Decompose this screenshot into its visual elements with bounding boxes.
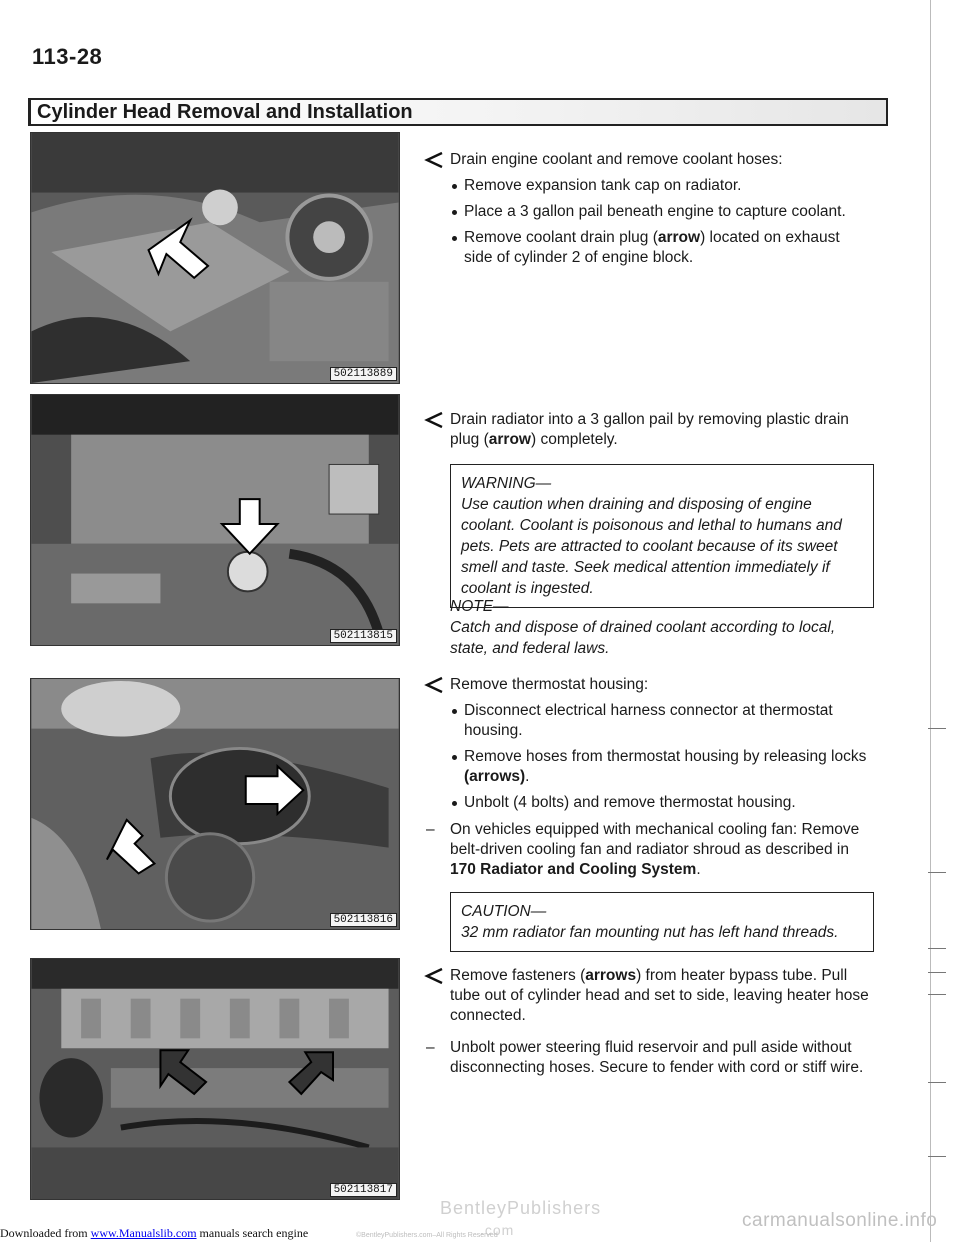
margin-tick xyxy=(928,994,946,995)
caution-box xyxy=(450,892,874,952)
caution-title: CAUTION— xyxy=(461,903,547,920)
photo-drain-plug xyxy=(30,132,400,384)
pointer-left-icon xyxy=(424,676,444,694)
photo-thermostat xyxy=(30,678,400,930)
margin-tick xyxy=(928,948,946,949)
step-cooling-fan: – On vehicles equipped with mechanical cooling fan: Remove belt-driven cooling fan and radiator shroud as described in 170 Radiator and Cooling System. xyxy=(424,820,870,880)
warning-title: WARNING— xyxy=(461,475,552,492)
photo-code: 502113816 xyxy=(330,913,397,927)
pointer-left-icon xyxy=(424,411,444,429)
photo-code: 502113815 xyxy=(330,629,397,643)
step-text-a: Drain radiator into a 3 gallon pail by removing plastic drain plug ( xyxy=(450,411,849,448)
section-header xyxy=(28,98,888,126)
note-text: Catch and dispose of drained coolant according to local, state, and federal laws. xyxy=(450,619,836,657)
margin-tick xyxy=(928,872,946,873)
warning-text: Use caution when draining and disposing of engine coolant. Coolant is poisonous and lethal to humans and pets. Pets are attracted to coolant because of its sweet smell and taste. Seek medical attention immediately if coolant is ingested. xyxy=(461,496,842,597)
carmanuals-watermark: carmanualsonline.info xyxy=(742,1210,938,1231)
bullet-harness: Disconnect electrical harness connector at thermostat housing. xyxy=(450,701,870,741)
bullet-hoses: Remove hoses from thermostat housing by releasing locks (arrows). xyxy=(450,747,870,787)
photo-code: 502113889 xyxy=(330,367,397,381)
step-text-b: ) completely. xyxy=(531,431,618,448)
note-block xyxy=(450,596,874,659)
engine-photo-3 xyxy=(31,679,399,929)
bullet-unbolt: Unbolt (4 bolts) and remove thermostat housing. xyxy=(450,793,870,813)
page-number: 113-28 xyxy=(32,44,103,69)
download-footer: Downloaded from www.Manualslib.com manuals search engine xyxy=(0,1226,309,1240)
margin-tick xyxy=(928,972,946,973)
note-title: NOTE— xyxy=(450,598,509,615)
bullet-expansion-cap: Remove expansion tank cap on radiator. xyxy=(450,176,870,196)
photo-radiator xyxy=(30,394,400,646)
bullet-pail: Place a 3 gallon pail beneath engine to capture coolant. xyxy=(450,202,870,222)
caution-text: 32 mm radiator fan mounting nut has left hand threads. xyxy=(461,924,839,941)
bullet-drain-plug: Remove coolant drain plug (arrow) located on exhaust side of cylinder 2 of engine block. xyxy=(450,228,870,268)
margin-rule xyxy=(930,0,931,1242)
engine-photo-4 xyxy=(31,959,399,1199)
step-power-steering: – Unbolt power steering fluid reservoir and pull aside without disconnecting hoses. Secure to fender with cord or stiff wire. xyxy=(424,1038,870,1078)
margin-tick xyxy=(928,1156,946,1157)
margin-tick xyxy=(928,1082,946,1083)
step-text-bold: arrow xyxy=(488,431,531,448)
photo-bypass-tube xyxy=(30,958,400,1200)
step-drain-radiator xyxy=(424,410,870,450)
step-lead: Drain engine coolant and remove coolant hoses: xyxy=(450,151,783,168)
step-drain-coolant xyxy=(424,150,870,274)
watermark-copyright: ©BentleyPublishers.com–All Rights Reserved xyxy=(356,1232,498,1239)
pointer-left-icon xyxy=(424,967,444,985)
pointer-left-icon xyxy=(424,151,444,169)
manualslib-link[interactable]: www.Manualslib.com xyxy=(90,1226,197,1240)
engine-photo-1 xyxy=(31,133,399,383)
bentley-watermark: BentleyPublishers .com xyxy=(440,1198,602,1238)
engine-photo-2 xyxy=(31,395,399,645)
step-bypass-tube: Remove fasteners (arrows) from heater bypass tube. Pull tube out of cylinder head and set to side, leaving heater hose connected. xyxy=(424,966,870,1026)
warning-box xyxy=(450,464,874,608)
step-thermostat xyxy=(424,675,870,819)
margin-tick xyxy=(928,728,946,729)
section-title: Cylinder Head Removal and Installation xyxy=(37,101,413,123)
photo-code: 502113817 xyxy=(330,1183,397,1197)
step-lead: Remove thermostat housing: xyxy=(450,676,649,693)
